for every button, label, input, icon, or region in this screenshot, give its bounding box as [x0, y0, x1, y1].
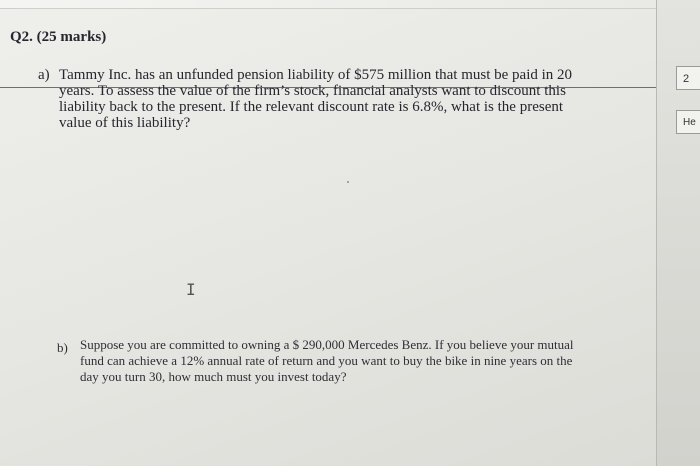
part-a-text: Tammy Inc. has an unfunded pension liability of $575 million that must be paid in 20 years. To assess the value of the firm’s stock, financial analysts want to discount this liability back to the present. If the relevant discount rate is 6.8%, what is the present value of this liability?	[59, 67, 573, 131]
top-strip	[0, 0, 700, 9]
page-speck	[347, 181, 349, 183]
text-cursor-icon: I	[186, 280, 196, 299]
part-b-text: Suppose you are committed to owning a $ 290,000 Mercedes Benz. If you believe your mutual fund can achieve a 12% annual rate of return and you want to buy the bike in nine years on the day you turn 30, how much must you invest today?	[80, 337, 574, 384]
question-heading: Q2. (25 marks)	[10, 29, 107, 45]
side-panel-tab-2[interactable]: He	[676, 110, 700, 134]
part-b-marker: b)	[57, 340, 68, 355]
part-a-marker: a)	[38, 67, 50, 83]
side-panel-tab-1[interactable]: 2	[676, 66, 700, 90]
